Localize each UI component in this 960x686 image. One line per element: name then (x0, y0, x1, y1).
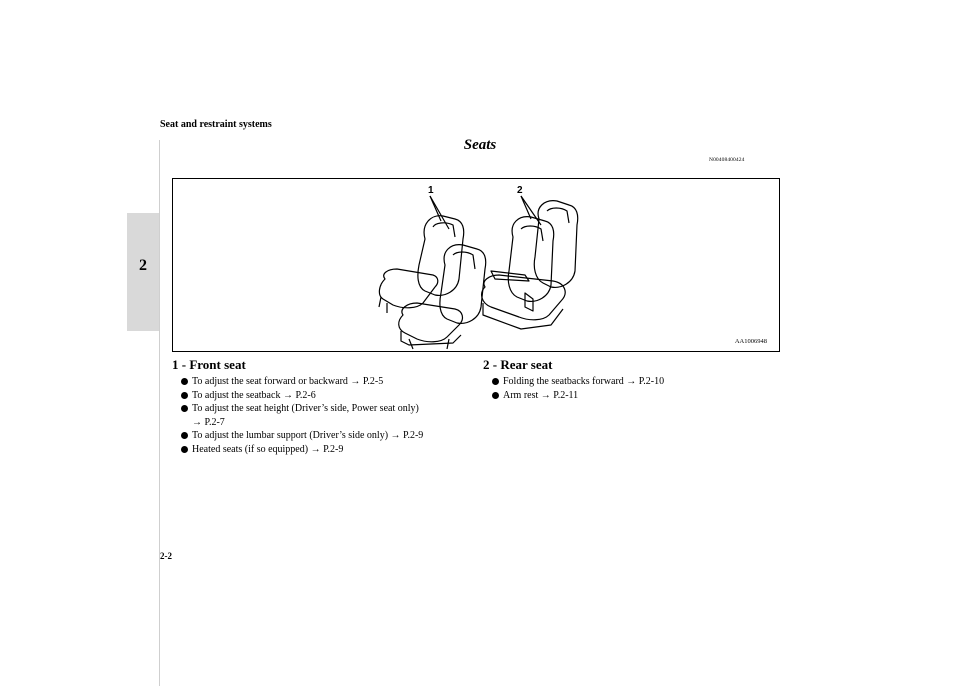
front-seat-back (379, 216, 464, 313)
list-item-continuation: → P.2-7 (192, 416, 225, 428)
list-item-text: To adjust the seat height (Driver’s side, Power seat only) (192, 403, 419, 415)
rear-seat-left (508, 217, 553, 302)
list-item[interactable]: Folding the seatbacks forward → P.2-10 (492, 375, 783, 389)
front-seat-front (399, 245, 486, 349)
callout-2-label: 2 (517, 185, 523, 196)
list-item[interactable] (181, 402, 472, 429)
margin-rule (159, 140, 160, 686)
list-item[interactable]: To adjust the lumbar support (Driver’s side only) → P.2-9 (181, 429, 472, 443)
front-seat-section (172, 357, 472, 457)
list-item[interactable]: To adjust the seatback → P.2-6 (181, 389, 472, 403)
page-title: Seats (463, 137, 497, 153)
figure-code: AA1006948 (734, 338, 767, 345)
seats-diagram (173, 179, 781, 353)
chapter-tab (127, 213, 159, 331)
rear-seat-heading: 2 - Rear seat (483, 357, 553, 372)
rear-seat-section (483, 357, 783, 402)
document-code: N00408400424 (709, 157, 745, 163)
list-item[interactable]: To adjust the seat forward or backward → P.2-5 (181, 375, 472, 389)
front-seat-list (172, 375, 472, 457)
seat-illustration (172, 178, 780, 352)
list-item[interactable]: Heated seats (if so equipped) → P.2-9 (181, 443, 472, 457)
chapter-number: 2 (139, 257, 147, 274)
rear-seat-right (534, 201, 577, 288)
running-header: Seat and restraint systems (160, 119, 272, 130)
callout-1-leader-b (430, 196, 449, 229)
rear-seat-list (483, 375, 783, 402)
front-seat-heading: 1 - Front seat (172, 357, 246, 372)
list-item[interactable]: Arm rest → P.2-11 (492, 389, 783, 403)
page-number: 2-2 (160, 551, 172, 561)
callout-1-label: 1 (428, 185, 434, 196)
